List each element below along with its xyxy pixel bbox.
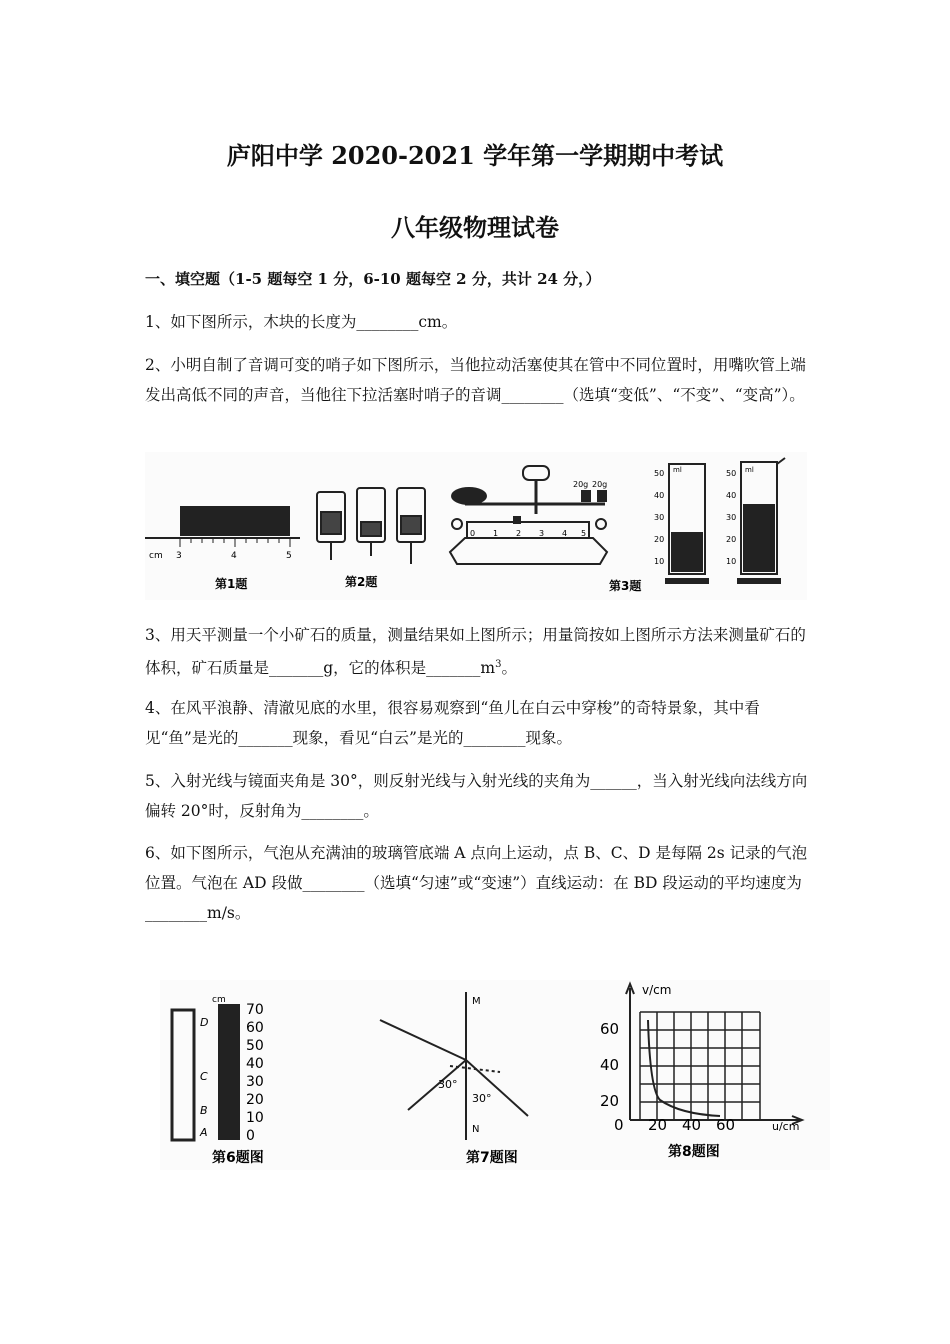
- svg-text:50: 50: [246, 1038, 264, 1054]
- svg-text:30: 30: [726, 513, 737, 522]
- svg-text:N: N: [472, 1124, 480, 1135]
- svg-text:5: 5: [581, 529, 587, 538]
- exam-subtitle: 八年级物理试卷: [391, 213, 559, 242]
- weight-1: 20g: [573, 480, 589, 489]
- cylinder-2: [726, 458, 785, 584]
- svg-text:30: 30: [246, 1074, 264, 1090]
- fig2-label: 第2题: [345, 575, 378, 589]
- question-4: 4、在风平浪静、清澈见底的水里，很容易观察到“鱼儿在白云中穿梭”的奇特景象，其中看见“鱼”是光的_______现象，看见“白云”是光的________现象。: [145, 699, 760, 747]
- svg-text:30: 30: [654, 513, 665, 522]
- ruler-unit: cm: [149, 551, 163, 561]
- whistle-figure: [317, 488, 425, 564]
- svg-text:ml: ml: [745, 466, 754, 474]
- question-6: 6、如下图所示，气泡从充满油的玻璃管底端 A 点向上运动，点 B、C、D 是每隔 2s 记录的气泡位置。气泡在 AD 段做________（选填“匀速”或“变速”）直线运动：在 BD 段运动的平均速度为________m/s。: [145, 844, 808, 922]
- svg-text:70: 70: [246, 1002, 264, 1018]
- svg-text:4: 4: [562, 529, 568, 538]
- svg-text:C: C: [200, 1070, 208, 1083]
- svg-text:60: 60: [246, 1020, 264, 1036]
- svg-text:2: 2: [516, 529, 522, 538]
- svg-text:50: 50: [654, 469, 665, 478]
- svg-text:0: 0: [614, 1116, 624, 1134]
- figure-q6-q8: [160, 980, 830, 1170]
- svg-text:v/cm: v/cm: [642, 983, 672, 997]
- question-2: 2、小明自制了音调可变的哨子如下图所示，当他拉动活塞使其在管中不同位置时，用嘴吹管上端发出高低不同的声音，当他往下拉活塞时哨子的音调________（选填“变低”、“不变”、“变高”）。: [145, 356, 806, 404]
- svg-text:M: M: [472, 996, 481, 1007]
- svg-text:50: 50: [726, 469, 737, 478]
- fig7-label: 第7题图: [466, 1150, 518, 1166]
- angle-right: 30°: [472, 1092, 492, 1105]
- svg-text:B: B: [200, 1104, 208, 1117]
- question-1: 1、如下图所示，木块的长度为________cm。: [145, 313, 458, 331]
- svg-text:10: 10: [246, 1110, 264, 1126]
- tube-figure: [172, 995, 264, 1166]
- fig6-label: 第6题图: [212, 1150, 264, 1166]
- svg-text:40: 40: [600, 1056, 620, 1074]
- fig1-label: 第1题: [215, 577, 248, 591]
- question-5: 5、入射光线与镜面夹角是 30°，则反射光线与入射光线的夹角为______，当入射光线向法线方向偏转 20°时，反射角为________。: [145, 772, 808, 820]
- svg-text:20: 20: [246, 1092, 264, 1108]
- svg-text:3: 3: [539, 529, 545, 538]
- svg-text:u/cm: u/cm: [772, 1120, 800, 1133]
- svg-text:cm: cm: [212, 995, 226, 1005]
- section-heading: 一、填空题（1-5 题每空 1 分，6-10 题每空 2 分，共计 24 分，）: [145, 270, 601, 288]
- svg-text:20: 20: [600, 1092, 620, 1110]
- fig3-label: 第3题: [609, 579, 642, 593]
- balance-figure: [450, 466, 607, 564]
- graph-figure: [626, 984, 802, 1124]
- svg-text:A: A: [200, 1126, 208, 1139]
- svg-text:ml: ml: [673, 466, 682, 474]
- svg-text:10: 10: [726, 557, 737, 566]
- svg-text:D: D: [200, 1016, 209, 1029]
- reflection-figure: [380, 992, 528, 1140]
- question-3: 3、用天平测量一个小矿石的质量，测量结果如上图所示；用量筒按如上图所示方法来测量矿石的体积，矿石质量是_______g，它的体积是$\_\_\_\_\_\_\_m^3$。: [145, 626, 806, 678]
- ruler-figure: [145, 506, 300, 591]
- svg-text:40: 40: [246, 1056, 264, 1072]
- cylinder-1: [654, 464, 709, 584]
- svg-text:0: 0: [246, 1128, 255, 1144]
- svg-text:5: 5: [286, 551, 292, 561]
- svg-text:0: 0: [470, 529, 476, 538]
- svg-text:20: 20: [654, 535, 665, 544]
- svg-text:60: 60: [716, 1116, 736, 1134]
- exam-title: 庐阳中学 2020-2021 学年第一学期期中考试: [226, 141, 724, 170]
- svg-text:10: 10: [654, 557, 665, 566]
- weight-2: 20g: [592, 480, 608, 489]
- figure-q1-q3: [145, 452, 807, 600]
- svg-text:20: 20: [648, 1116, 668, 1134]
- fig8-label: 第8题图: [668, 1144, 720, 1160]
- svg-text:20: 20: [726, 535, 737, 544]
- wood-block: [180, 506, 290, 536]
- svg-text:40: 40: [726, 491, 737, 500]
- svg-text:40: 40: [654, 491, 665, 500]
- svg-text:4: 4: [231, 551, 237, 561]
- svg-text:1: 1: [493, 529, 499, 538]
- svg-text:3: 3: [176, 551, 182, 561]
- svg-text:40: 40: [682, 1116, 702, 1134]
- svg-text:60: 60: [600, 1020, 620, 1038]
- angle-left: 30°: [438, 1078, 458, 1091]
